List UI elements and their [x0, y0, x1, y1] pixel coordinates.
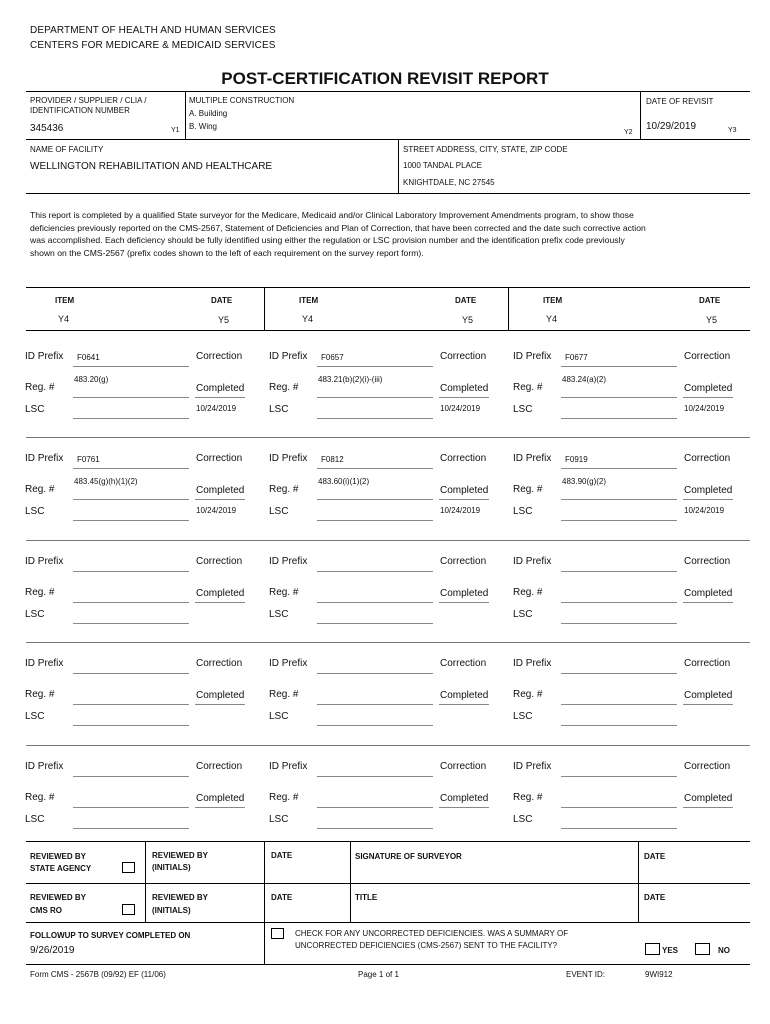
correction-label: Correction: [684, 351, 731, 362]
cms-date-label: DATE: [271, 893, 293, 902]
completed-date[interactable]: 10/24/2019: [684, 404, 725, 413]
department-name: DEPARTMENT OF HEALTH AND HUMAN SERVICES: [30, 25, 276, 36]
state-date-label: DATE: [271, 851, 293, 860]
col-y5-3: Y5: [706, 315, 718, 325]
intro-paragraph: This report is completed by a qualified State surveyor for the Medicare, Medicaid and/or Clinical Laboratory Improvement Amendments program, to show those deficiencies previously reported on the CMS-2567, Statement of Deficiencies and Plan of Correction, that have been corrected and the date such corrective action was accomplished. Each deficiency should be fully identified using either the regulation or LSC provision number and the identification prefix code previously shown on the CMS-2567 (prefix codes shown to the left of each requirement on the survey report form).: [30, 210, 646, 258]
correction-label: Correction: [684, 761, 731, 772]
state-agency-label: STATE AGENCY: [30, 864, 92, 873]
col-y5-2: Y5: [462, 315, 474, 325]
id-prefix-value[interactable]: F0657: [321, 353, 344, 362]
completed-label: Completed: [684, 793, 733, 804]
followup-date[interactable]: 9/26/2019: [30, 945, 75, 956]
completed-label: Completed: [684, 485, 733, 496]
event-id: 9WI912: [645, 970, 673, 979]
page-title: POST-CERTIFICATION REVISIT REPORT: [221, 69, 549, 88]
yes-label: YES: [662, 946, 679, 955]
completed-label: Completed: [440, 588, 489, 599]
completed-label: Completed: [196, 793, 245, 804]
cms-initials-label: (INITIALS): [152, 906, 191, 915]
reg-label: Reg. #: [269, 382, 299, 393]
correction-label: Correction: [196, 453, 243, 464]
lsc-label: LSC: [25, 506, 45, 517]
followup-label: FOLLOWUP TO SURVEY COMPLETED ON: [30, 931, 191, 940]
lsc-label: LSC: [269, 609, 289, 620]
id-prefix-value[interactable]: F0641: [77, 353, 100, 362]
completed-label: Completed: [440, 793, 489, 804]
id-prefix-label: ID Prefix: [269, 761, 308, 772]
form-number: Form CMS - 2567B (09/92) EF (11/06): [30, 970, 166, 979]
reg-label: Reg. #: [513, 689, 543, 700]
correction-label: Correction: [684, 658, 731, 669]
col-date-header-1: DATE: [211, 296, 233, 305]
initials-label: (INITIALS): [152, 863, 191, 872]
id-prefix-label: ID Prefix: [513, 453, 552, 464]
id-prefix-value[interactable]: F0761: [77, 455, 100, 464]
completed-label: Completed: [440, 383, 489, 394]
reg-value[interactable]: 483.24(a)(2): [562, 375, 607, 384]
correction-label: Correction: [440, 453, 487, 464]
col-item-header-1: ITEM: [55, 296, 75, 305]
id-prefix-label: ID Prefix: [269, 453, 308, 464]
reg-label: Reg. #: [25, 792, 55, 803]
correction-label: Correction: [684, 453, 731, 464]
id-prefix-label: ID Prefix: [25, 351, 64, 362]
page-number: Page 1 of 1: [358, 970, 399, 979]
completed-date[interactable]: 10/24/2019: [196, 506, 237, 515]
centers-name: CENTERS FOR MEDICARE & MEDICAID SERVICES: [30, 40, 276, 51]
correction-label: Correction: [440, 351, 487, 362]
reg-value[interactable]: 483.60(i)(1)(2): [318, 477, 370, 486]
reg-label: Reg. #: [269, 792, 299, 803]
col-item-header-3: ITEM: [543, 296, 563, 305]
check-line1: CHECK FOR ANY UNCORRECTED DEFICIENCIES. WAS A SUMMARY OF: [295, 929, 569, 938]
lsc-label: LSC: [513, 506, 533, 517]
completed-label: Completed: [196, 690, 245, 701]
id-prefix-label: ID Prefix: [25, 453, 64, 464]
id-prefix-label: ID Prefix: [513, 556, 552, 567]
no-label: NO: [718, 946, 730, 955]
reg-label: Reg. #: [25, 484, 55, 495]
reviewed-by-initials-label: REVIEWED BY: [152, 851, 209, 860]
reg-label: Reg. #: [269, 484, 299, 495]
lsc-label: LSC: [269, 814, 289, 825]
completed-date[interactable]: 10/24/2019: [440, 506, 481, 515]
no-checkbox[interactable]: [695, 943, 710, 955]
completed-date[interactable]: 10/24/2019: [440, 404, 481, 413]
reviewed-by-cms-initials-label: REVIEWED BY: [152, 893, 209, 902]
completed-label: Completed: [684, 690, 733, 701]
lsc-label: LSC: [513, 814, 533, 825]
reg-value[interactable]: 483.20(g): [74, 375, 109, 384]
id-prefix-label: ID Prefix: [25, 658, 64, 669]
revisit-code: Y3: [728, 127, 737, 134]
lsc-label: LSC: [269, 506, 289, 517]
lsc-label: LSC: [269, 711, 289, 722]
completed-label: Completed: [196, 588, 245, 599]
yes-checkbox[interactable]: [645, 943, 660, 955]
completed-date[interactable]: 10/24/2019: [196, 404, 237, 413]
check-line2: UNCORRECTED DEFICIENCIES (CMS-2567) SENT TO THE FACILITY?: [295, 941, 558, 950]
event-id-label: EVENT ID:: [566, 970, 605, 979]
col-y4-3: Y4: [546, 314, 558, 324]
reviewed-by-cms-label: REVIEWED BY: [30, 893, 87, 902]
reg-value[interactable]: 483.45(g)(h)(1)(2): [74, 477, 138, 486]
title-date-label: DATE: [644, 893, 666, 902]
col-date-header-3: DATE: [699, 296, 721, 305]
correction-label: Correction: [684, 556, 731, 567]
provider-number[interactable]: 345436: [30, 123, 64, 134]
reg-label: Reg. #: [269, 689, 299, 700]
reg-label: Reg. #: [513, 382, 543, 393]
col-y4-2: Y4: [302, 314, 314, 324]
completed-label: Completed: [440, 485, 489, 496]
id-prefix-value[interactable]: F0812: [321, 455, 344, 464]
revisit-date-label: DATE OF REVISIT: [646, 97, 714, 106]
correction-label: Correction: [440, 556, 487, 567]
completed-label: Completed: [684, 383, 733, 394]
lsc-label: LSC: [513, 404, 533, 415]
construction-label: MULTIPLE CONSTRUCTION: [189, 96, 295, 105]
correction-label: Correction: [440, 658, 487, 669]
correction-label: Correction: [196, 658, 243, 669]
id-prefix-label: ID Prefix: [513, 658, 552, 669]
revisit-date[interactable]: 10/29/2019: [646, 121, 697, 132]
provider-code: Y1: [171, 127, 180, 134]
correction-label: Correction: [196, 761, 243, 772]
id-prefix-label: ID Prefix: [513, 351, 552, 362]
reg-label: Reg. #: [25, 689, 55, 700]
address-label: STREET ADDRESS, CITY, STATE, ZIP CODE: [403, 145, 568, 154]
cms-ro-checkbox[interactable]: [122, 904, 135, 915]
completed-label: Completed: [440, 690, 489, 701]
correction-label: Correction: [196, 556, 243, 567]
state-agency-checkbox[interactable]: [122, 862, 135, 873]
completed-label: Completed: [196, 383, 245, 394]
id-prefix-label: ID Prefix: [25, 556, 64, 567]
lsc-label: LSC: [269, 404, 289, 415]
building-label: A. Building: [189, 109, 228, 118]
construction-code: Y2: [624, 129, 633, 136]
col-date-header-2: DATE: [455, 296, 477, 305]
reg-label: Reg. #: [269, 587, 299, 598]
lsc-label: LSC: [25, 404, 45, 415]
id-prefix-label: ID Prefix: [269, 658, 308, 669]
reg-value[interactable]: 483.90(g)(2): [562, 477, 607, 486]
facility-name[interactable]: WELLINGTON REHABILITATION AND HEALTHCARE: [30, 161, 273, 172]
signature-label: SIGNATURE OF SURVEYOR: [355, 852, 462, 861]
completed-date[interactable]: 10/24/2019: [684, 506, 725, 515]
lsc-label: LSC: [513, 711, 533, 722]
lsc-label: LSC: [25, 609, 45, 620]
reg-label: Reg. #: [513, 587, 543, 598]
id-prefix-value[interactable]: F0919: [565, 455, 588, 464]
reg-label: Reg. #: [513, 792, 543, 803]
id-prefix-label: ID Prefix: [269, 351, 308, 362]
correction-label: Correction: [440, 761, 487, 772]
col-y4-1: Y4: [58, 314, 70, 324]
id-prefix-label: ID Prefix: [269, 556, 308, 567]
reviewed-by-label: REVIEWED BY: [30, 852, 87, 861]
title-label: TITLE: [355, 893, 378, 902]
completed-label: Completed: [684, 588, 733, 599]
address-line1[interactable]: 1000 TANDAL PLACE: [403, 161, 483, 170]
col-y5-1: Y5: [218, 315, 230, 325]
col-item-header-2: ITEM: [299, 296, 319, 305]
id-prefix-label: ID Prefix: [25, 761, 64, 772]
completed-label: Completed: [196, 485, 245, 496]
correction-label: Correction: [196, 351, 243, 362]
reg-value[interactable]: 483.21(b)(2)(i)-(iii): [318, 375, 383, 384]
lsc-label: LSC: [25, 711, 45, 722]
address-line2[interactable]: KNIGHTDALE, NC 27545: [403, 178, 495, 187]
cms-ro-label: CMS RO: [30, 906, 62, 915]
lsc-label: LSC: [513, 609, 533, 620]
uncorrected-checkbox[interactable]: [271, 928, 284, 939]
lsc-label: LSC: [25, 814, 45, 825]
id-prefix-value[interactable]: F0677: [565, 353, 588, 362]
provider-label: PROVIDER / SUPPLIER / CLIA / IDENTIFICATION NUMBER: [30, 96, 147, 115]
reg-label: Reg. #: [513, 484, 543, 495]
reg-label: Reg. #: [25, 587, 55, 598]
wing-label: B. Wing: [189, 122, 218, 131]
reg-label: Reg. #: [25, 382, 55, 393]
facility-label: NAME OF FACILITY: [30, 145, 104, 154]
id-prefix-label: ID Prefix: [513, 761, 552, 772]
signature-date-label: DATE: [644, 852, 666, 861]
